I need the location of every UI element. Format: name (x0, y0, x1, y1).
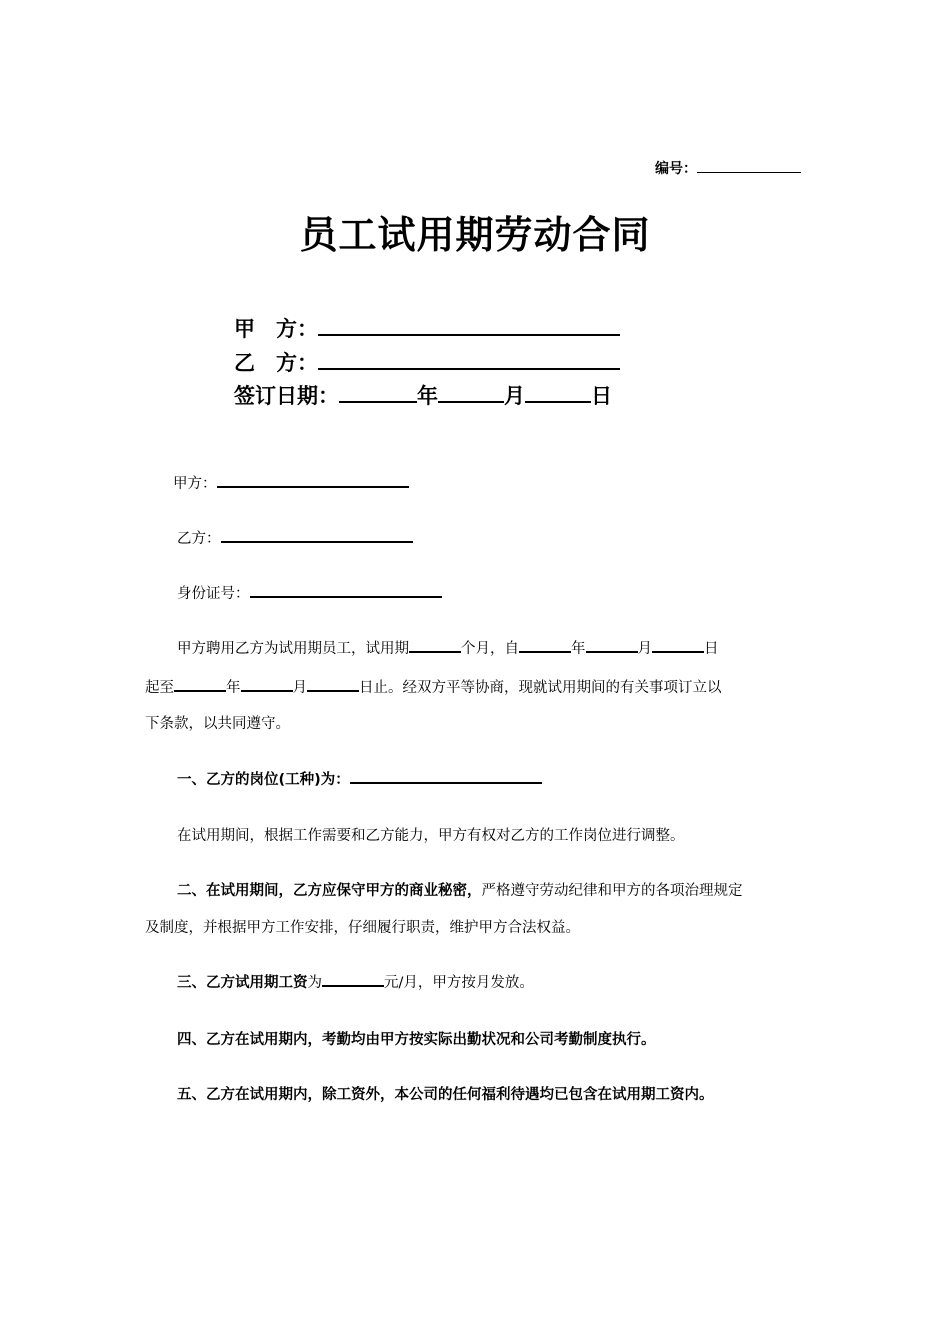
cover-sign-date (234, 380, 612, 410)
start-year-blank (519, 650, 571, 653)
party-b-blank (221, 540, 413, 543)
page-title: 员工试用期劳动合同 (299, 213, 651, 257)
cover-party-b-label: 乙 方： (234, 351, 318, 375)
clause-1-label: 一、乙方的岗位(工种)为： (177, 772, 350, 788)
cover-day-label: 日 (591, 384, 612, 408)
end-day-blank (307, 689, 359, 692)
id-number-blank (250, 595, 442, 598)
probation-months-blank (409, 650, 461, 653)
clause-3-text: 元/月，甲方按月发放。 (384, 975, 534, 991)
intro-text: 日止。经双方平等协商，现就试用期间的有关事项订立以 (359, 680, 722, 696)
clause-2-text: 严格遵守劳动纪律和甲方的各项治理规定 (481, 883, 743, 899)
serial-blank (697, 171, 801, 173)
intro-text: 年 (226, 680, 241, 696)
party-a-blank (217, 485, 409, 488)
cover-party-b-blank (318, 367, 620, 370)
serial-label: 编号： (655, 161, 697, 177)
intro-text: 月 (292, 680, 307, 696)
cover-year-blank (339, 400, 417, 403)
cover-year-label: 年 (417, 384, 438, 408)
clause-3-bold: 三、乙方试用期工资 (177, 975, 308, 991)
intro-line-2 (145, 676, 722, 697)
end-year-blank (174, 689, 226, 692)
party-b-label: 乙方： (177, 531, 221, 547)
cover-party-a-blank (318, 333, 620, 336)
clause-2-bold: 二、在试用期间，乙方应保守甲方的商业秘密， (177, 883, 482, 899)
cover-month-blank (438, 400, 504, 403)
start-month-blank (586, 650, 638, 653)
clause-5: 五、乙方在试用期内，除工资外，本公司的任何福利待遇均已包含在试用期工资内。 (177, 1087, 714, 1103)
start-day-blank (652, 650, 704, 653)
party-a-line (173, 472, 409, 493)
intro-text: 年 (571, 641, 586, 657)
cover-party-b (234, 347, 620, 377)
position-blank (350, 781, 542, 784)
end-month-blank (241, 689, 293, 692)
cover-party-a (234, 313, 620, 343)
intro-text: 日 (704, 641, 719, 657)
intro-text: 月 (637, 641, 652, 657)
clause-3 (177, 971, 534, 992)
clause-1-body: 在试用期间，根据工作需要和乙方能力，甲方有权对乙方的工作岗位进行调整。 (177, 828, 685, 844)
cover-day-blank (525, 400, 591, 403)
clause-4: 四、乙方在试用期内，考勤均由甲方按实际出勤状况和公司考勤制度执行。 (177, 1032, 656, 1048)
salary-blank (322, 984, 384, 987)
intro-text: 起至 (145, 680, 174, 696)
party-a-label: 甲方： (173, 476, 217, 492)
clause-2-line-2: 及制度，并根据甲方工作安排，仔细履行职责，维护甲方合法权益。 (145, 920, 580, 936)
serial-number (655, 158, 801, 178)
clause-3-text: 为 (307, 975, 322, 991)
intro-line-3: 下条款，以共同遵守。 (145, 716, 290, 732)
id-number-label: 身份证号： (177, 586, 250, 602)
cover-month-label: 月 (504, 384, 525, 408)
intro-text: 个月，自 (461, 641, 519, 657)
cover-date-label: 签订日期： (234, 384, 339, 408)
party-b-line (177, 527, 413, 548)
clause-2-line-1 (177, 879, 743, 900)
clause-1-heading (177, 768, 542, 789)
intro-line-1 (177, 637, 719, 658)
cover-party-a-label: 甲 方： (234, 317, 318, 341)
intro-text: 甲方聘用乙方为试用期员工，试用期 (177, 641, 409, 657)
id-number-line (177, 582, 442, 603)
